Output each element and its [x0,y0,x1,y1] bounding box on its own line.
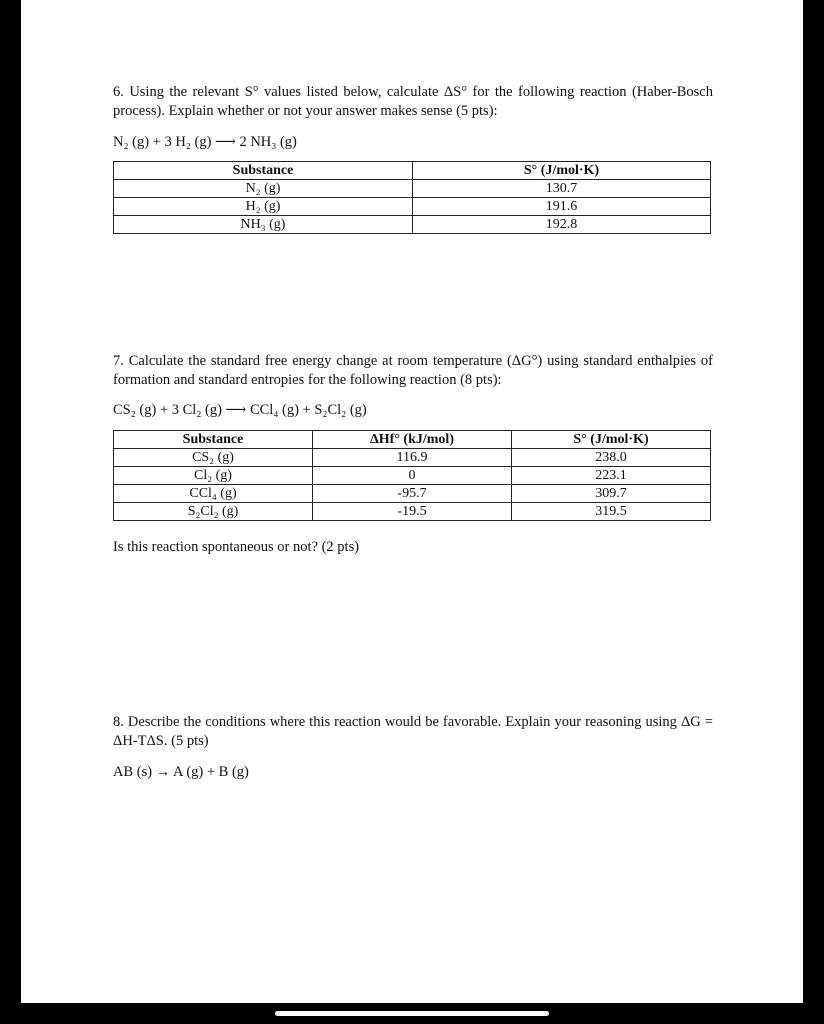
cell-entropy: 223.1 [512,467,711,485]
cell-substance: N₂ (g) [114,180,413,198]
cell-entropy: 191.6 [413,198,711,216]
cell-entropy: 130.7 [413,180,711,198]
table-row [114,216,711,234]
table-row [114,467,711,485]
cell-substance: NH₃ (g) [114,216,413,234]
cell-substance: Cl₂ (g) [114,467,313,485]
cell-enthalpy: 0 [313,467,512,485]
question-6-equation: N₂ (g) + 3 H₂ (g) ⟶ 2 NH₃ (g) [113,134,297,150]
cell-entropy: 238.0 [512,449,711,467]
cell-substance: CS₂ (g) [114,449,313,467]
header-entropy: S° (J/mol·K) [512,431,711,449]
table-row [114,180,711,198]
header-substance: Substance [114,431,313,449]
cell-enthalpy: 116.9 [313,449,512,467]
question-7-equation: CS₂ (g) + 3 Cl₂ (g) ⟶ CCl₄ (g) + S₂Cl₂ (g) [113,402,367,418]
question-7-text: 7. Calculate the standard free energy change at room temperature (ΔG°) using standard enthalpies of formation and standard entropies for the following reaction (8 pts): [113,353,713,388]
cell-substance: CCl₄ (g) [114,485,313,503]
table-header-row [114,431,711,449]
document-page [21,0,803,1003]
table-row [114,503,711,521]
question-6-table [113,161,711,234]
cell-entropy: 192.8 [413,216,711,234]
header-enthalpy: ΔHf° (kJ/mol) [313,431,512,449]
cell-entropy: 309.7 [512,485,711,503]
question-8-equation: AB (s) → A (g) + B (g) [113,764,249,780]
cell-enthalpy: -19.5 [313,503,512,521]
cell-substance: H₂ (g) [114,198,413,216]
table-row [114,485,711,503]
question-6-text: 6. Using the relevant S° values listed below, calculate ΔS° for the following reaction (Haber-Bosch process). Explain whether or not your answer makes sense (5 pts): [113,84,713,119]
question-8-text: 8. Describe the conditions where this reaction would be favorable. Explain your reasoning using ΔG = ΔH-TΔS. (5 pts) [113,714,713,749]
header-substance: Substance [114,162,413,180]
home-indicator-bar[interactable] [275,1011,549,1016]
table-row [114,198,711,216]
question-7-followup: Is this reaction spontaneous or not? (2 pts) [113,539,360,555]
cell-substance: S₂Cl₂ (g) [114,503,313,521]
table-header-row [114,162,711,180]
cell-entropy: 319.5 [512,503,711,521]
header-entropy: S° (J/mol·K) [413,162,711,180]
question-7-table [113,430,711,521]
cell-enthalpy: -95.7 [313,485,512,503]
table-row [114,449,711,467]
